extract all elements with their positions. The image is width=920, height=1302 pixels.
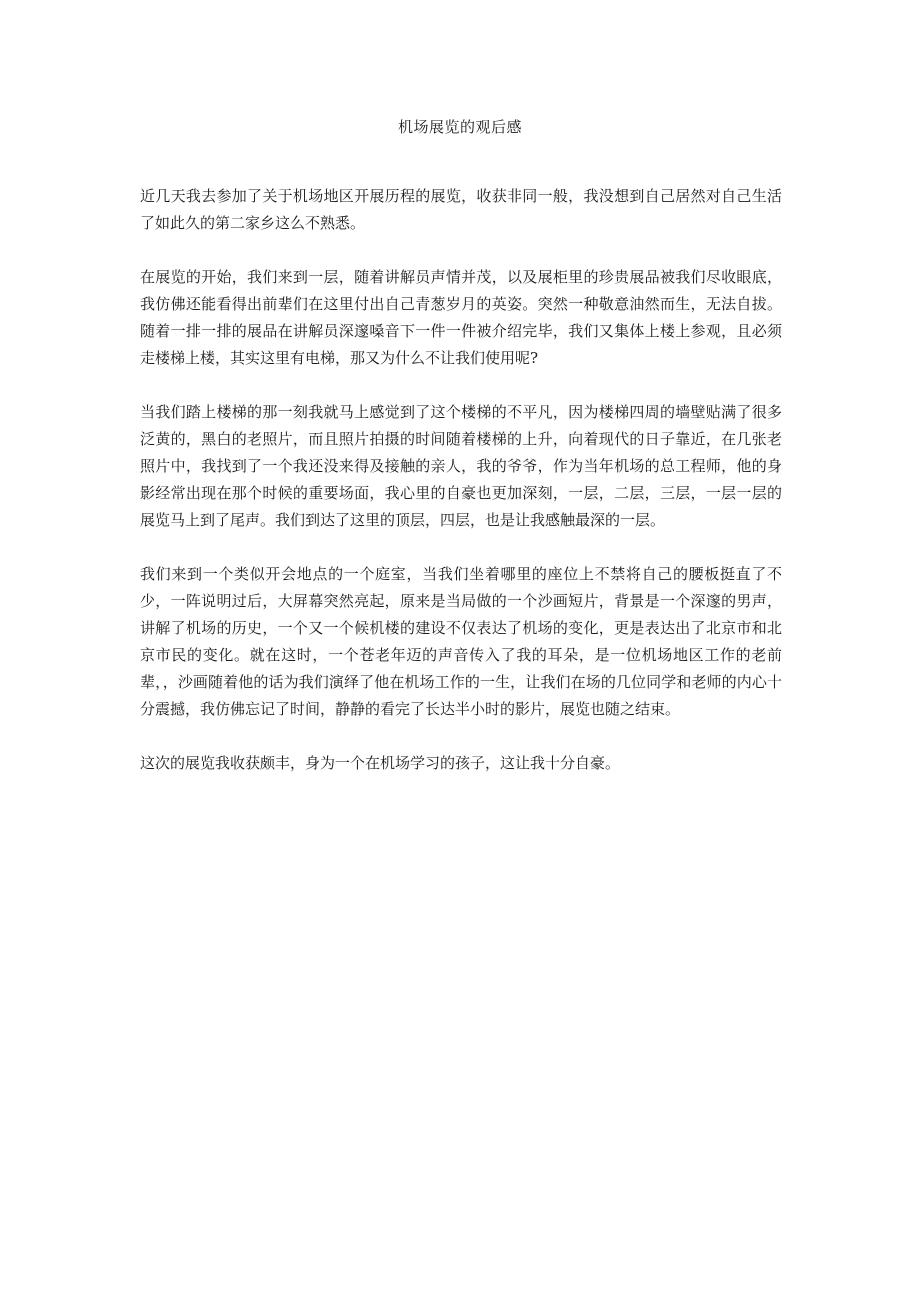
paragraph-2: 在展览的开始，我们来到一层，随着讲解员声情并茂，以及展柜里的珍贵展品被我们尽收眼底，我仿佛还能看得出前辈们在这里付出自己青葱岁月的英姿。突然一种敬意油然而生，无法自拔。随着一排一排的展品在讲解员深邃嗓音下一件一件被介绍完毕，我们又集体上楼上参观，且必须走楼梯上楼，其实这里有电梯，那又为什么不让我们使用呢? <box>140 268 782 367</box>
document-title: 机场展览的观后感 <box>397 118 522 136</box>
paragraph-5: 这次的展览我收获颇丰，身为一个在机场学习的孩子，这让我十分自豪。 <box>140 754 621 772</box>
paragraph-4: 我们来到一个类似开会地点的一个庭室，当我们坐着哪里的座位上不禁将自己的腰板挺直了不少，一阵说明过后，大屏幕突然亮起，原来是当局做的一个沙画短片，背景是一个深邃的男声，讲解了机场的历史，一个又一个候机楼的建设不仅表达了机场的变化，更是表达出了北京市和北京市民的变化。就在这时，一个苍老年迈的声音传入了我的耳朵，是一位机场地区工作的老前辈，，沙画随着他的话为我们演绎了他在机场工作的一生，让我们在场的几位同学和老师的内心十分震撼，我仿佛忘记了时间，静静的看完了长达半小时的影片，展览也随之结束。 <box>140 565 782 718</box>
paragraph-3: 当我们踏上楼梯的那一刻我就马上感觉到了这个楼梯的不平凡，因为楼梯四周的墙壁贴满了很多泛黄的，黑白的老照片，而且照片拍摄的时间随着楼梯的上升，向着现代的日子靠近，在几张老照片中，我找到了一个我还没来得及接触的亲人，我的爷爷，作为当年机场的总工程师，他的身影经常出现在那个时候的重要场面，我心里的自豪也更加深刻，一层，二层，三层，一层一层的展览马上到了尾声。我们到达了这里的顶层，四层，也是让我感触最深的一层。 <box>140 403 782 529</box>
document-body <box>140 183 782 804</box>
paragraph-1: 近几天我去参加了关于机场地区开展历程的展览，收获非同一般，我没想到自己居然对自己生活了如此久的第二家乡这么不熟悉。 <box>140 187 782 232</box>
